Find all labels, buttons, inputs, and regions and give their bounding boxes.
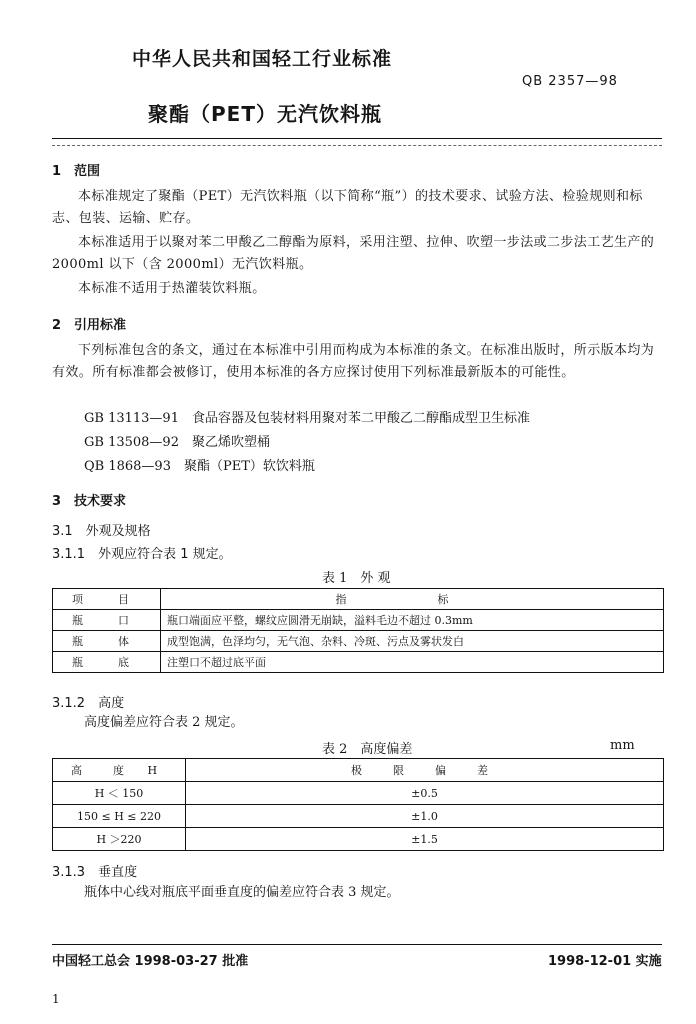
table-row — [53, 805, 664, 828]
effective-date: 1998-12-01 实施 — [548, 954, 662, 969]
table-row — [53, 610, 664, 631]
document-title: 聚酯（PET）无汽饮料瓶 — [148, 102, 382, 126]
table-cell: 瓶 底 — [53, 652, 161, 673]
table-cell: 注塑口不超过底平面 — [161, 652, 664, 673]
title-divider-dashed — [52, 145, 662, 146]
table-header-cell: 极 限 偏 差 — [186, 759, 664, 782]
table-row — [53, 631, 664, 652]
table-1-caption: 表 1 外 观 — [322, 571, 391, 586]
table-2-caption: 表 2 高度偏差 — [322, 742, 413, 757]
footer-divider — [52, 944, 662, 945]
section-3-1-2-title: 3.1.2 高度 — [52, 696, 125, 711]
table-cell: ±1.0 — [186, 805, 664, 828]
reference-item: GB 13113—91 食品容器及包装材料用聚对苯二甲酸乙二醇酯成型卫生标准 — [84, 411, 530, 426]
table-row — [53, 782, 664, 805]
section-3-1-1-text: 3.1.1 外观应符合表 1 规定。 — [52, 547, 232, 562]
title-divider — [52, 138, 662, 139]
section-2-title: 2 引用标准 — [52, 318, 127, 333]
table-header-cell: 指 标 — [161, 589, 664, 610]
section-1-paragraph-3: 本标准不适用于热灌装饮料瓶。 — [78, 281, 266, 296]
table-cell: 瓶 体 — [53, 631, 161, 652]
section-1-title: 1 范围 — [52, 164, 101, 179]
table-cell: 瓶 口 — [53, 610, 161, 631]
table-header-cell: 高 度 H — [53, 759, 186, 782]
section-3-1-3-title: 3.1.3 垂直度 — [52, 865, 138, 880]
table-row — [53, 652, 664, 673]
table-header-row — [53, 759, 664, 782]
table-2-height-deviation — [52, 758, 664, 851]
table-2-unit: mm — [610, 738, 635, 753]
page-number: 1 — [52, 992, 60, 1006]
table-cell: ±1.5 — [186, 828, 664, 851]
section-1-paragraph-1: 本标准规定了聚酯（PET）无汽饮料瓶（以下简称“瓶”）的技术要求、试验方法、检验规则和标志、包装、运输、贮存。 — [52, 189, 643, 226]
approval-date: 中国轻工总会 1998-03-27 批准 — [52, 954, 249, 969]
table-row — [53, 828, 664, 851]
table-1-appearance — [52, 588, 664, 673]
section-3-1-2-text: 高度偏差应符合表 2 规定。 — [84, 715, 244, 730]
table-cell: ±0.5 — [186, 782, 664, 805]
section-2-paragraph: 下列标准包含的条文，通过在本标准中引用而构成为本标准的条文。在标准出版时，所示版本均为有效。所有标准都会被修订，使用本标准的各方应探讨使用下列标准最新版本的可能性。 — [52, 343, 655, 380]
table-header-cell: 项 目 — [53, 589, 161, 610]
table-cell: 瓶口端面应平整，螺纹应圆滑无崩缺，溢料毛边不超过 0.3mm — [161, 610, 664, 631]
reference-item: GB 13508—92 聚乙烯吹塑桶 — [84, 435, 270, 450]
table-cell: H ＞220 — [53, 828, 186, 851]
reference-item: QB 1868—93 聚酯（PET）软饮料瓶 — [84, 459, 315, 474]
section-1-paragraph-2: 本标准适用于以聚对苯二甲酸乙二醇酯为原料，采用注塑、拉伸、吹塑一步法或二步法工艺生产的 2000ml 以下（含 2000ml）无汽饮料瓶。 — [52, 235, 655, 272]
table-cell: H ＜ 150 — [53, 782, 186, 805]
table-cell: 成型饱满，色泽均匀，无气泡、杂料、冷斑、污点及雾状发白 — [161, 631, 664, 652]
section-3-title: 3 技术要求 — [52, 494, 127, 509]
issuing-organization-heading: 中华人民共和国轻工行业标准 — [132, 48, 393, 70]
standard-code: QB 2357—98 — [522, 74, 618, 89]
section-3-1-3-text: 瓶体中心线对瓶底平面垂直度的偏差应符合表 3 规定。 — [84, 885, 400, 900]
section-3-1-title: 3.1 外观及规格 — [52, 524, 151, 539]
table-header-row — [53, 589, 664, 610]
table-cell: 150 ≤ H ≤ 220 — [53, 805, 186, 828]
